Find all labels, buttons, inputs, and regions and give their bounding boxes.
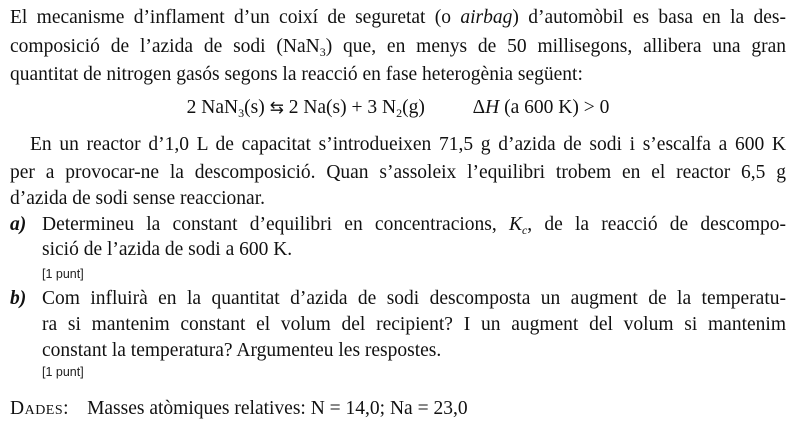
problem-line-1: En un reactor d’1,0 L de capacitat s’introdueixen 71,5 g d’azida de sodi i s’escalfa a 600 K bbox=[30, 134, 786, 155]
item-b-line-2: ra si mantenim constant el volum del recipient? I un augment del volum si mantenim bbox=[42, 314, 786, 335]
problem-line-3: d’azida de sodi sense reaccionar. bbox=[10, 188, 266, 209]
item-a-line-2: sició de l’azida de sodi a 600 K. bbox=[42, 239, 293, 260]
reaction-equation: 2 NaN$_3$(s) ⇆ 2 Na(s) + 3 $N_2(g)$ ΔH (a 600 K) > 0 bbox=[186, 97, 610, 120]
airbag-term: airbag bbox=[460, 7, 513, 28]
intro-line-3: quantitat de nitrogen gasós segons la reacció en fase heterogènia següent: bbox=[10, 64, 583, 85]
item-a-line-1: Determineu la constant d’equilibri en concentracions, $K_c$, de la reacció de descompo- bbox=[42, 214, 786, 237]
equilibrium-arrows-icon: ⇆ bbox=[269, 98, 284, 118]
item-b-points: [1 punt] bbox=[42, 365, 84, 379]
intro-line-1: El mecanisme d’inflament d’un coixí de seguretat (o airbag) d’automòbil es basa en la des- bbox=[10, 7, 787, 28]
item-a-points: [1 punt] bbox=[42, 267, 84, 281]
enthalpy-condition: ΔH (a 600 K) > 0 bbox=[472, 97, 610, 118]
item-b-label: b) bbox=[10, 288, 27, 309]
data-section bbox=[10, 397, 468, 421]
item-b-line-3: constant la temperatura? Argumenteu les respostes. bbox=[42, 340, 442, 361]
data-label: Dades: bbox=[10, 398, 70, 419]
item-b-line-1: Com influirà en la quantitat d’azida de sodi descomposta un augment de la temperatu- bbox=[42, 288, 786, 309]
intro-line-2: composició de l’azida de sodi (NaN$_3$) que, en menys de 50 millisegons, allibera una gran bbox=[10, 36, 787, 59]
atomic-masses: Masses atòmiques relatives: N = 14,0; Na = 23,0 bbox=[87, 398, 468, 419]
item-a-label: a) bbox=[10, 214, 27, 235]
problem-line-2: per a provocar-ne la descomposició. Quan s’assoleix l’equilibri trobem en el reactor 6,5 g bbox=[10, 162, 786, 183]
